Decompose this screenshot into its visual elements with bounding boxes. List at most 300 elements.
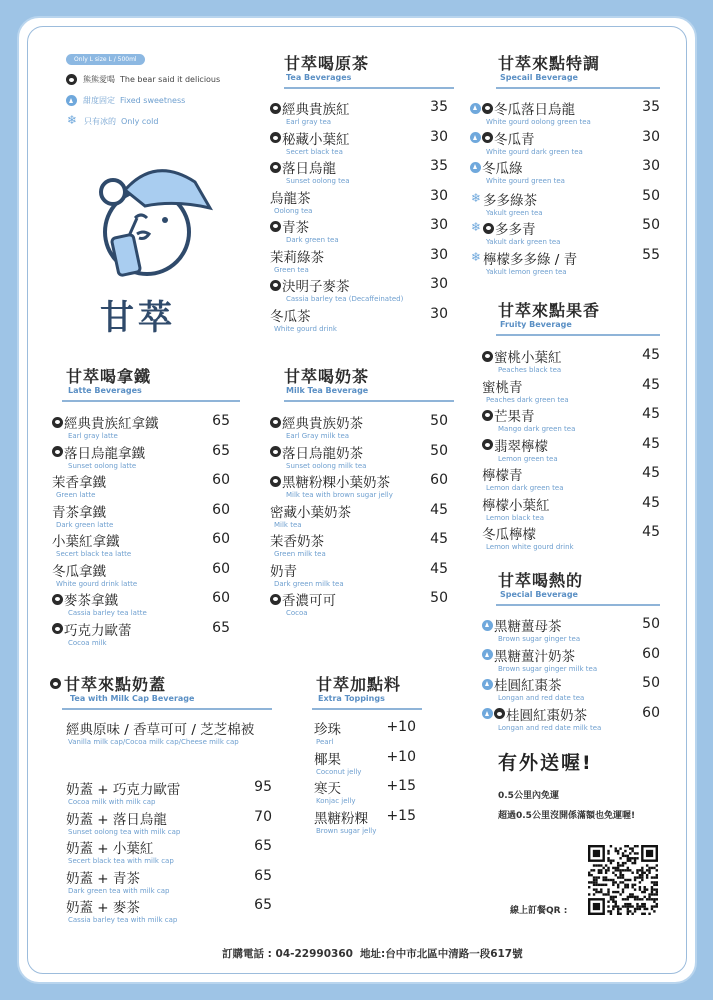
menu-item-english: Secert black tea latte [56, 550, 132, 558]
menu-item-price: 60 [212, 590, 230, 606]
menu-item-english: Brown sugar jelly [316, 826, 377, 835]
menu-item-price: 65 [212, 442, 230, 459]
menu-item-price: 30 [430, 128, 448, 145]
menu-item-price: +10 [386, 719, 416, 735]
bear-icon [482, 439, 493, 450]
menu-item-name: 黑糖粉粿 [314, 810, 368, 827]
menu-item-name-row [314, 807, 368, 827]
menu-item-price: 45 [642, 524, 660, 540]
menu-item-price: 45 [430, 531, 448, 547]
menu-item-name: 茉香拿鐵 [52, 475, 106, 491]
menu-item-name-row [314, 777, 341, 797]
menu-item-price: 60 [430, 472, 448, 488]
menu-item-name: 經典貴族紅 [282, 102, 350, 118]
menu-item-english: Cassia barley tea with milk cap [68, 916, 178, 924]
menu-item-price: 65 [254, 897, 272, 913]
menu-item [270, 589, 336, 617]
menu-item [482, 464, 564, 492]
menu-item-english: Coconut jelly [316, 767, 362, 776]
menu-item [52, 442, 145, 470]
menu-item-name: 寒天 [314, 781, 341, 797]
menu-item-english: Green milk tea [274, 550, 326, 558]
latte-rule [62, 400, 240, 402]
menu-item-english: Brown sugar ginger tea [498, 635, 581, 643]
menu-item-price: 45 [642, 465, 660, 481]
menu-item-price: 50 [642, 187, 660, 204]
menu-item-name: 翡翠檸檬 [494, 438, 548, 455]
menu-item-name: 奶蓋 + 青茶 [66, 870, 140, 887]
bear-icon [270, 476, 281, 487]
menu-item-name-row [482, 346, 562, 366]
delivery-title: 有外送喔! [498, 752, 593, 774]
menu-item-name: 桂圓紅棗茶 [494, 678, 562, 694]
menu-item-english: Yakult green tea [486, 208, 543, 217]
bear-icon [66, 74, 77, 85]
menu-item-name-row [270, 501, 351, 521]
menu-item-price: 65 [254, 867, 272, 884]
menu-item-price: 50 [642, 675, 660, 691]
footer-address: 地址:台中市北區中清路一段617號 [360, 948, 523, 960]
menu-item [482, 523, 574, 551]
bear-icon [270, 162, 281, 173]
cap-subtitle: Tea with Milk Cap Beverage [70, 694, 195, 703]
menu-item [52, 560, 137, 588]
qr-code-icon[interactable] [588, 845, 658, 915]
menu-item-name: 密藏小葉奶茶 [270, 504, 351, 521]
menu-item-price: 60 [642, 645, 660, 662]
snowflake-icon: ❄ [470, 190, 482, 205]
latte-title: 甘萃喝拿鐵 [66, 367, 152, 386]
bear-icon [482, 132, 493, 143]
menu-item-price: 30 [642, 128, 660, 145]
menu-item-name-row [482, 405, 535, 425]
bear-icon [482, 410, 493, 421]
menu-item-english: Milk tea [274, 520, 302, 529]
menu-item-english: Secert black tea [286, 147, 343, 156]
toppings-title: 甘萃加點料 [316, 675, 402, 694]
legend-bear [66, 74, 220, 85]
menu-item-name: 椰果 [314, 751, 341, 768]
menu-item-english: Dark green tea with milk cap [68, 886, 170, 895]
menu-item [482, 615, 580, 643]
menu-item-name-row [470, 128, 535, 148]
menu-item-english: Sunset oolong latte [68, 461, 137, 470]
qr-label: 線上訂餐QR : [510, 906, 568, 916]
menu-item-english: Sunset oolong tea with milk cap [68, 827, 181, 836]
menu-item [270, 412, 363, 440]
menu-item-english: Cocoa milk with milk cap [68, 798, 156, 806]
menu-item-name-row [482, 674, 562, 694]
menu-item [66, 867, 170, 895]
menu-item [314, 807, 376, 835]
menu-item-name-row [66, 896, 140, 916]
bear-icon [483, 223, 494, 234]
hot-subtitle: Special Beverage [500, 590, 578, 599]
menu-item-english: Yakult dark green tea [486, 238, 561, 246]
menu-item-english: Earl Gray milk tea [286, 432, 350, 440]
menu-item-english: White gourd oolong green tea [486, 118, 591, 126]
menu-item [270, 98, 350, 126]
menu-item [270, 275, 403, 303]
delivery-line2: 超過0.5公里沒開係滿額也免運喔! [498, 811, 636, 821]
bear-icon [270, 221, 281, 232]
bear-icon [52, 594, 63, 605]
menu-item-name-row [66, 808, 167, 828]
menu-item-price: 65 [212, 619, 230, 636]
menu-item-price: 45 [642, 406, 660, 422]
menu-item-name-row [470, 189, 537, 209]
menu-item [270, 187, 312, 215]
menu-item-name-row [270, 98, 350, 118]
cap-title-row [50, 672, 166, 695]
snowflake-icon: ❄ [66, 113, 78, 127]
menu-item-price: 35 [430, 158, 448, 174]
menu-item-name-row [270, 246, 324, 266]
bear-icon [270, 280, 281, 291]
menu-item-price: 30 [430, 276, 448, 292]
menu-item-english: Sunset oolong milk tea [286, 461, 367, 470]
sweetness-icon [66, 95, 77, 106]
menu-item-name: 蜜桃青 [482, 379, 523, 396]
menu-item-english: Milk tea with brown sugar jelly [286, 491, 393, 499]
menu-item-name: 檸檬青 [482, 468, 523, 484]
menu-item [270, 216, 339, 244]
menu-item-name-row [270, 589, 336, 609]
menu-item-english: Lemon green tea [498, 454, 558, 463]
menu-item-english: Cassia barley tea (Decaffeinated) [286, 295, 404, 303]
menu-item-price: 45 [430, 501, 448, 518]
menu-item-price: 45 [642, 376, 660, 393]
menu-item-name-row [52, 442, 145, 462]
bear-icon [52, 446, 63, 457]
bear-icon [50, 678, 61, 689]
tea-rule [284, 87, 454, 89]
menu-item-price: +10 [386, 748, 416, 765]
menu-item [470, 216, 560, 246]
menu-item-name-row [470, 98, 575, 118]
menu-item-name: 香濃可可 [282, 593, 336, 609]
menu-item-name-row [482, 615, 562, 635]
sweetness-icon [482, 620, 493, 631]
legend-sweet [66, 95, 185, 106]
menu-item-name-row [270, 560, 297, 580]
bear-icon [494, 708, 505, 719]
menu-item-price: 45 [642, 347, 660, 363]
menu-item-price: 30 [430, 187, 448, 204]
menu-item-price: +15 [386, 778, 416, 794]
menu-item-name-row [314, 748, 341, 768]
menu-item-price: 60 [642, 704, 660, 721]
menu-item-price: 30 [430, 217, 448, 233]
menu-item-name: 蜜桃小葉紅 [494, 350, 562, 366]
delivery-line1: 0.5公里內免運 [498, 791, 559, 801]
menu-item [470, 187, 543, 217]
menu-item-english: Dark green milk tea [274, 579, 344, 588]
menu-item-english: Lemon black tea [486, 513, 544, 522]
menu-item-name-row [270, 442, 363, 462]
menu-item-price: 30 [430, 305, 448, 322]
bear-icon [270, 417, 281, 428]
menu-item [270, 471, 393, 499]
menu-item-english: White gourd drink latte [56, 579, 138, 588]
menu-item-price: 50 [430, 413, 448, 429]
brand-logo: 甘萃 [100, 298, 176, 338]
special-rule [496, 87, 660, 89]
menu-item-name-row [270, 187, 311, 207]
menu-item-price: 60 [212, 501, 230, 518]
menu-item-name: 青茶拿鐵 [52, 504, 106, 521]
menu-item-name-row [52, 619, 132, 639]
menu-item-price: 60 [212, 531, 230, 547]
menu-item-name-row [314, 718, 341, 738]
menu-item [66, 837, 174, 865]
menu-item [482, 494, 550, 522]
menu-item-price: +15 [386, 807, 416, 824]
bear-icon [52, 417, 63, 428]
menu-item [52, 501, 113, 529]
menu-item-english: Pearl [316, 738, 334, 746]
tea-subtitle: Tea Beverages [286, 73, 352, 82]
menu-item-name-row [270, 216, 309, 236]
menu-item-english: Earl gray latte [68, 432, 118, 440]
menu-item [482, 346, 562, 374]
menu-item-name: 黑糖粉粿小葉奶茶 [282, 475, 390, 491]
snowflake-icon: ❄ [470, 249, 482, 264]
menu-item-name: 經典貴族紅拿鐵 [64, 416, 159, 432]
menu-item-name-row [52, 560, 106, 580]
legend-cold [66, 115, 158, 127]
menu-item-name: 奶蓋 + 巧克力歐雷 [66, 782, 181, 798]
menu-item-name-row [482, 704, 587, 724]
menu-item-name-row [52, 412, 159, 432]
menu-item-name: 冬瓜拿鐵 [52, 563, 106, 580]
menu-item [482, 645, 597, 673]
menu-item [470, 98, 591, 126]
menu-item-english: Cocoa [286, 609, 308, 617]
menu-item-name-row [270, 471, 390, 491]
menu-item-english: Green latte [56, 491, 96, 499]
menu-item-name-row [482, 494, 550, 514]
menu-item [314, 777, 356, 805]
menu-item-english: Cassia barley tea latte [68, 609, 147, 617]
menu-item-english: Konjac jelly [316, 797, 356, 805]
legend-sweet-en: Fixed sweetness [120, 96, 186, 105]
menu-item-price: 65 [254, 838, 272, 854]
menu-item-name: 落日烏龍拿鐵 [64, 445, 145, 462]
menu-item-name: 落日烏龍奶茶 [282, 445, 363, 462]
menu-item-name: 落日烏龍 [282, 161, 336, 177]
cap-title: 甘萃來點奶蓋 [64, 675, 167, 694]
menu-item-name: 多多青 [495, 222, 536, 238]
menu-item-english: Cocoa milk [68, 638, 107, 647]
menu-item-name-row [270, 157, 336, 177]
bear-mascot-icon [85, 160, 215, 290]
toppings-subtitle: Extra Toppings [318, 694, 385, 703]
menu-item-english: Peaches black tea [498, 366, 562, 374]
sweetness-icon [470, 132, 481, 143]
cap-flavors-en: Vanilla milk cap/Cocoa milk cap/Cheese milk cap [68, 738, 239, 746]
menu-item-english: Earl gray tea [286, 118, 332, 126]
menu-item-english: White gourd dark green tea [486, 147, 583, 156]
milk-title: 甘萃喝奶茶 [284, 367, 370, 386]
menu-item [482, 376, 569, 404]
menu-item-price: 45 [430, 560, 448, 577]
bear-icon [270, 594, 281, 605]
menu-item-price: 45 [642, 435, 660, 452]
menu-item-english: Green tea [274, 265, 309, 274]
menu-item-name-row [482, 435, 548, 455]
menu-item-name: 多多綠茶 [483, 192, 537, 209]
latte-subtitle: Latte Beverages [68, 386, 142, 395]
menu-item [270, 128, 350, 156]
fruit-title: 甘萃來點果香 [498, 301, 601, 320]
menu-item-price: 45 [642, 494, 660, 511]
menu-item-name: 黑糖薑汁奶茶 [494, 648, 575, 665]
menu-item-name: 桂圓紅棗奶茶 [506, 707, 587, 724]
fruit-subtitle: Fruity Beverage [500, 320, 572, 329]
menu-item-name-row [270, 128, 350, 148]
menu-item-name: 冬瓜茶 [270, 308, 311, 325]
menu-item [314, 718, 341, 746]
menu-item-name-row [52, 589, 118, 609]
cap-flavors: 經典原味 / 香草可可 / 芝芝棉被 [66, 722, 255, 738]
fruit-rule [496, 334, 660, 336]
sweetness-icon [470, 162, 481, 173]
milk-rule [284, 400, 454, 402]
menu-item-english: Lemon dark green tea [486, 484, 564, 492]
menu-item-english: Oolong tea [274, 206, 313, 215]
menu-item-english: White gourd green tea [486, 177, 565, 185]
menu-item [482, 704, 601, 732]
menu-item [270, 501, 351, 529]
menu-item-name-row [66, 837, 153, 857]
menu-item-english: Dark green tea [286, 236, 339, 244]
menu-item-name: 巧克力歐蕾 [64, 622, 132, 639]
menu-item [482, 435, 558, 463]
bear-icon [270, 132, 281, 143]
menu-item-name: 茉莉綠茶 [270, 249, 324, 266]
milk-subtitle: Milk Tea Beverage [286, 386, 369, 395]
menu-item-name: 烏龍茶 [270, 190, 311, 207]
menu-item-english: Longan and red date milk tea [498, 723, 602, 732]
menu-item-name-row [270, 530, 324, 550]
bear-icon [482, 103, 493, 114]
menu-item-name-row [470, 218, 536, 238]
menu-item [482, 405, 575, 433]
menu-item-name-row [270, 275, 350, 295]
menu-item-name-row [52, 530, 120, 550]
menu-item-name: 奶蓋 + 小葉紅 [66, 841, 154, 857]
menu-item-name-row [66, 867, 140, 887]
menu-item-price: 50 [430, 442, 448, 459]
menu-item [470, 128, 583, 156]
toppings-rule [312, 708, 422, 710]
menu-item-price: 65 [212, 413, 230, 429]
menu-item-price: 60 [212, 472, 230, 488]
menu-item-english: Dark green latte [56, 520, 114, 529]
menu-item-name-row [482, 376, 523, 396]
menu-item [270, 157, 349, 185]
menu-item [66, 778, 180, 806]
size-pill: Only L size L / 500ml [66, 54, 145, 65]
menu-item-name: 檸檬小葉紅 [482, 497, 550, 514]
menu-item-name: 麥茶拿鐵 [64, 593, 118, 609]
footer-phone: 訂購電話 : 04-22990360 [222, 948, 353, 960]
bear-icon [270, 446, 281, 457]
menu-item-name-row [270, 305, 311, 325]
menu-item-english: Longan and red date tea [498, 694, 585, 702]
legend-sweet-cn: 甜度固定 [83, 96, 115, 105]
menu-item [270, 560, 344, 588]
menu-item [482, 674, 584, 702]
menu-item-name: 冬瓜檸檬 [482, 527, 536, 543]
sweetness-icon [482, 679, 493, 690]
menu-item-name: 小葉紅拿鐵 [52, 534, 120, 550]
menu-item-english: Lemon white gourd drink [486, 543, 574, 551]
bear-icon [482, 351, 493, 362]
menu-item [270, 246, 324, 274]
menu-item-name: 冬瓜青 [494, 131, 535, 148]
menu-item-price: 95 [254, 779, 272, 795]
menu-item-name-row [270, 412, 363, 432]
menu-item-name: 冬瓜落日烏龍 [494, 102, 575, 118]
menu-item-english: Peaches dark green tea [486, 395, 569, 404]
menu-item-price: 60 [212, 560, 230, 577]
menu-item-name: 經典貴族奶茶 [282, 416, 363, 432]
menu-item-name: 冬瓜綠 [482, 161, 523, 177]
menu-item-name-row [482, 523, 536, 543]
menu-item [270, 305, 337, 333]
menu-item-name-row [470, 248, 577, 268]
menu-item-name: 決明子麥茶 [282, 279, 350, 295]
hot-title: 甘萃喝熱的 [498, 571, 584, 590]
special-subtitle: Specail Beverage [500, 73, 578, 82]
menu-item-price: 35 [642, 99, 660, 115]
legend-bear-en: The bear said it delicious [120, 75, 221, 84]
menu-item-name: 奶蓋 + 落日烏龍 [66, 811, 167, 828]
menu-item-name: 檸檬多多綠 / 青 [483, 251, 578, 268]
menu-item [270, 530, 326, 558]
menu-item-price: 70 [254, 808, 272, 825]
legend-cold-cn: 只有冰的 [84, 116, 116, 126]
menu-item [52, 619, 132, 647]
menu-item-name: 奶蓋 + 麥茶 [66, 900, 140, 916]
menu-item-price: 35 [430, 99, 448, 115]
menu-item [66, 896, 177, 924]
menu-item-price: 50 [642, 217, 660, 233]
menu-item [66, 808, 180, 836]
legend-bear-cn: 熊熊愛喝 [83, 75, 115, 84]
cap-rule [62, 708, 272, 710]
menu-item-name: 茉香奶茶 [270, 534, 324, 550]
menu-item-name: 珍珠 [314, 722, 341, 738]
menu-item-name-row [482, 645, 575, 665]
menu-item-name-row [66, 778, 180, 798]
sweetness-icon [482, 708, 493, 719]
sweetness-icon [470, 103, 481, 114]
menu-item-name: 黑糖薑母茶 [494, 619, 562, 635]
menu-item-english: Secert black tea with milk cap [68, 857, 174, 865]
menu-item-name: 秘藏小葉紅 [282, 131, 350, 148]
menu-item-name-row [482, 464, 523, 484]
menu-item [52, 530, 131, 558]
legend-cold-en: Only cold [121, 116, 159, 126]
menu-item-price: 30 [642, 158, 660, 174]
menu-item [470, 246, 577, 276]
menu-item-name: 奶青 [270, 563, 297, 580]
special-title: 甘萃來點特調 [498, 54, 601, 73]
menu-item-english: Sunset oolong tea [286, 177, 350, 185]
